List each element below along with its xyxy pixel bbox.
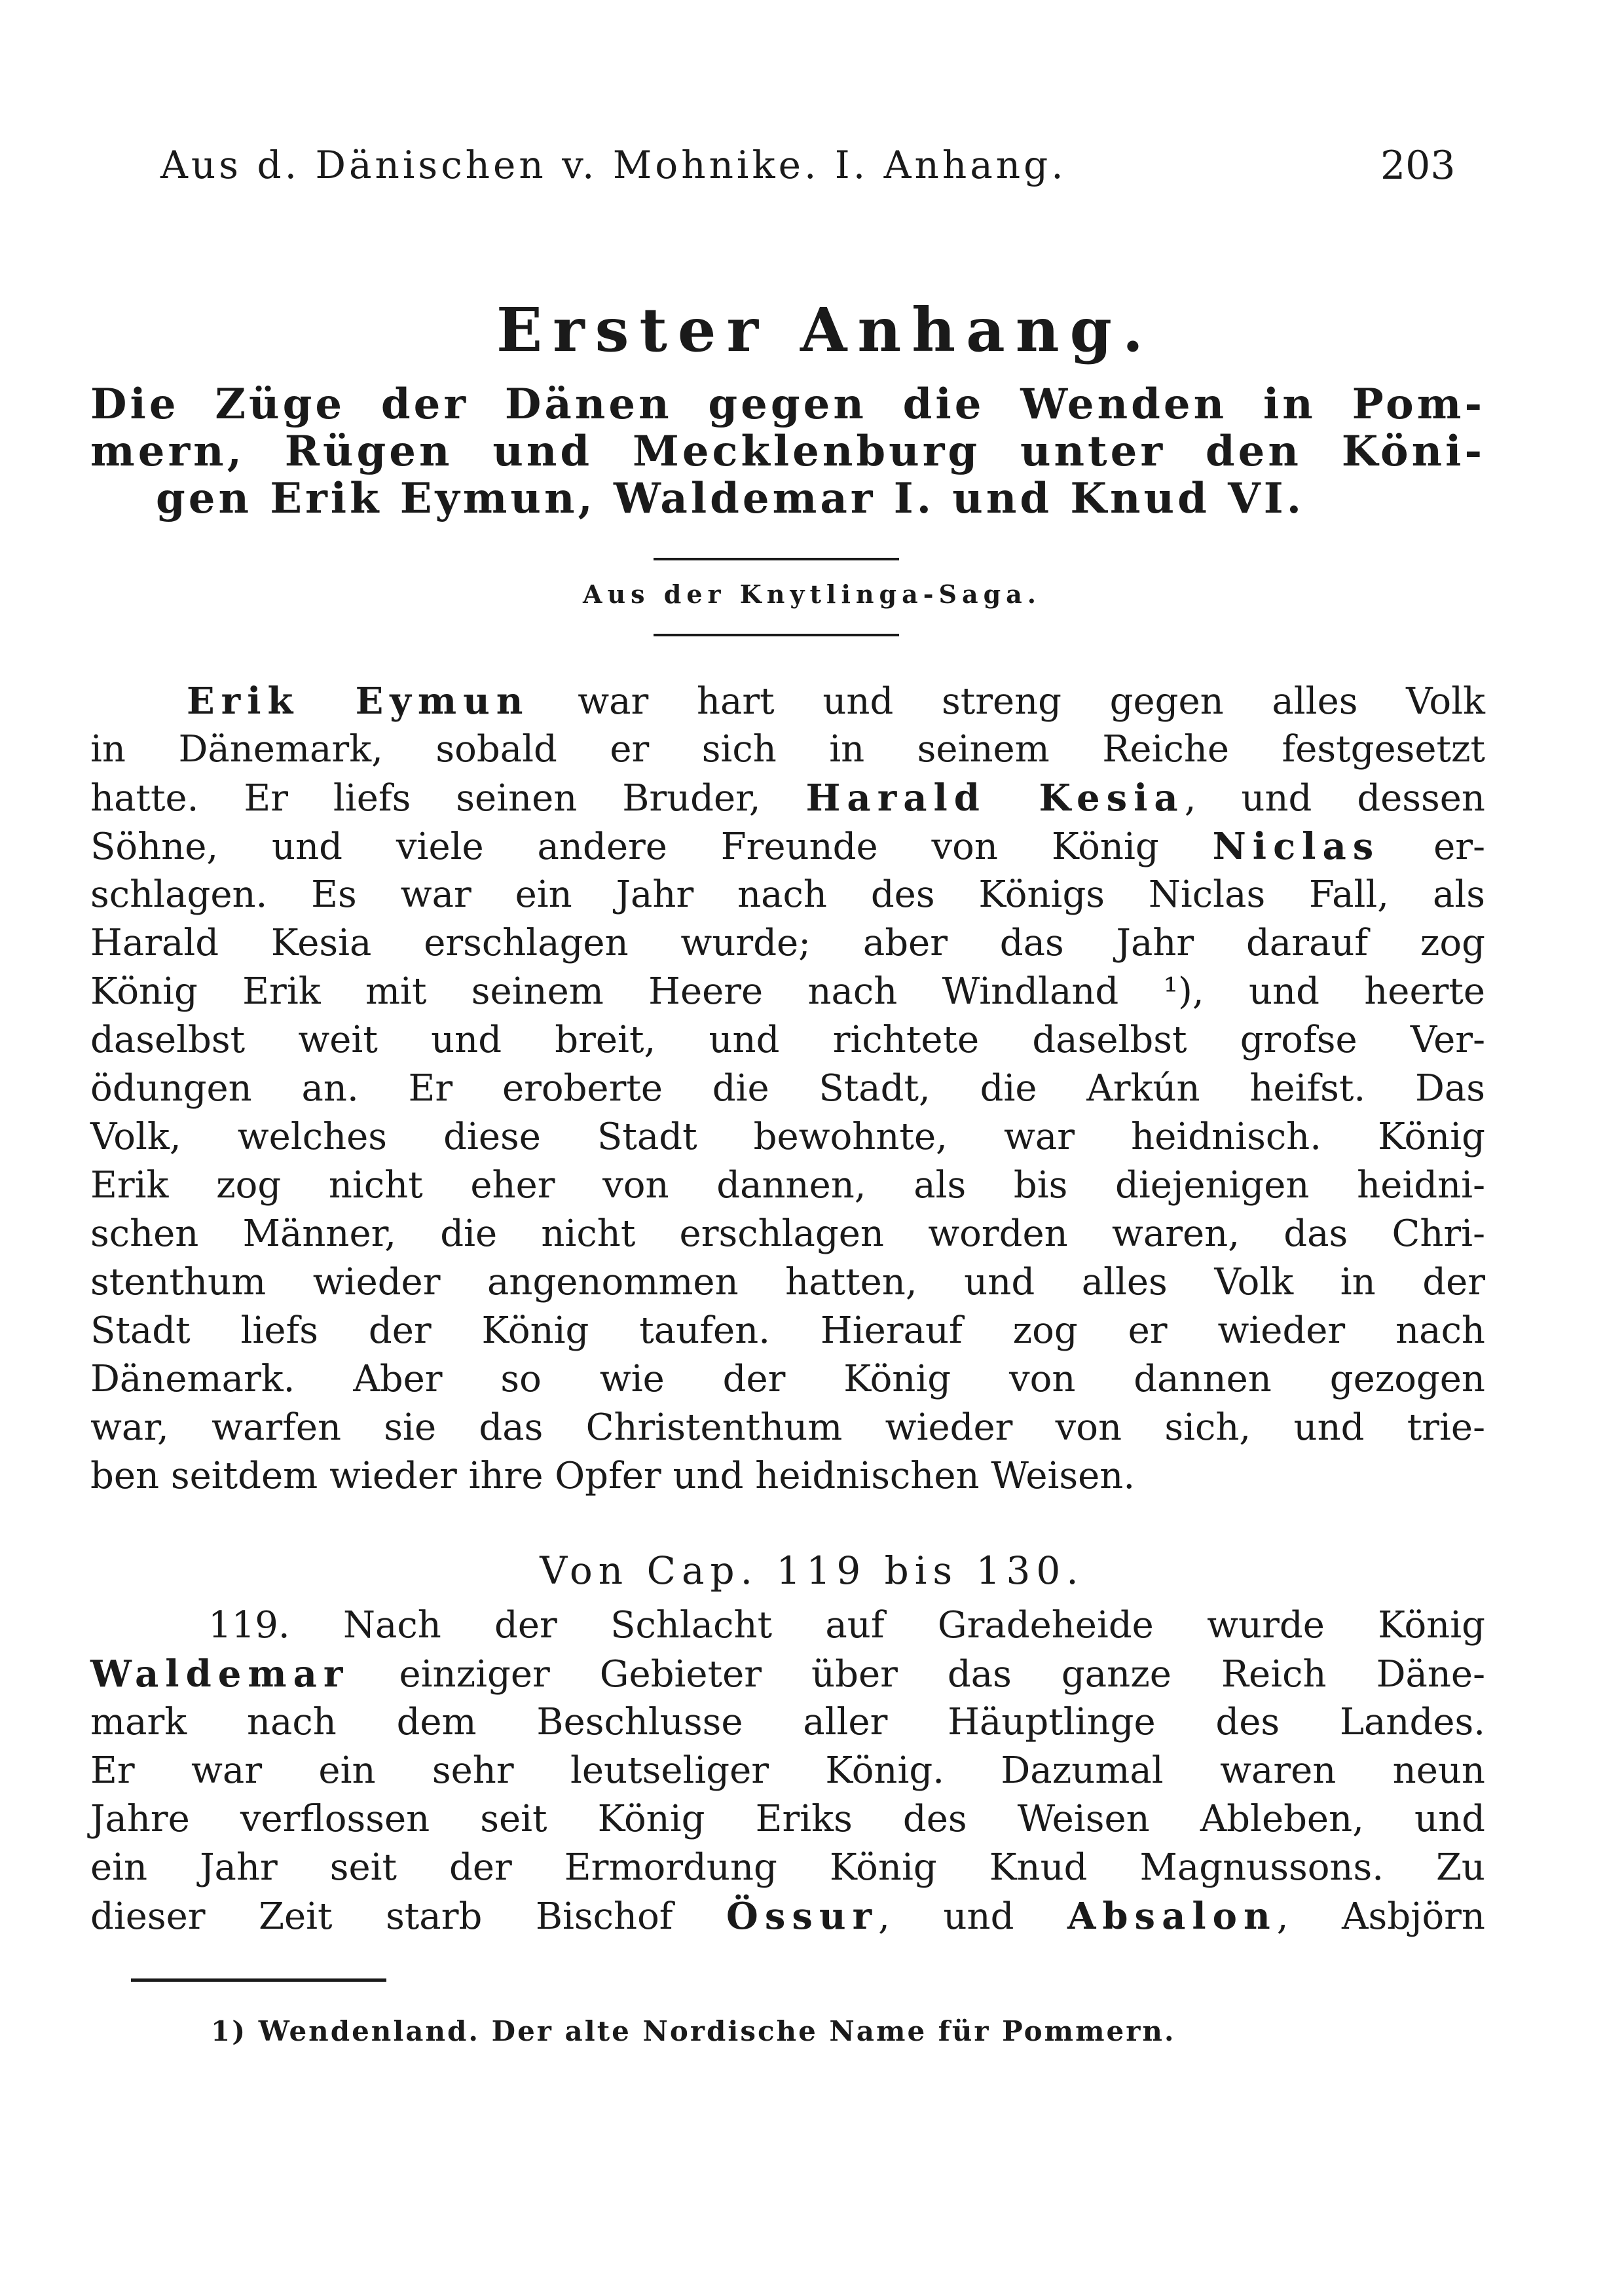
person-name: Niclas bbox=[1212, 825, 1380, 868]
text-line: Er war ein sehr leutseliger König. Dazumal waren neun bbox=[90, 1749, 1485, 1792]
person-name: Waldemar bbox=[90, 1652, 350, 1696]
divider-rule bbox=[654, 558, 899, 560]
text-line: Erik Eymun war hart und streng gegen alles Volk bbox=[187, 680, 1485, 723]
person-name: Erik Eymun bbox=[187, 680, 530, 723]
text-line: ein Jahr seit der Ermordung König Knud Magnussons. Zu bbox=[90, 1846, 1485, 1889]
text-line: Volk, welches diese Stadt bewohnte, war heidnisch. König bbox=[90, 1116, 1485, 1158]
person-name: Absalon bbox=[1067, 1895, 1277, 1938]
text-line: 119. Nach der Schlacht auf Gradeheide wurde König bbox=[208, 1604, 1485, 1647]
text-line: Erik zog nicht eher von dannen, als bis diejenigen heidni- bbox=[90, 1164, 1485, 1207]
text-line: Waldemar einziger Gebieter über das ganze Reich Däne- bbox=[90, 1652, 1485, 1696]
footnote-rule bbox=[131, 1978, 386, 1982]
subtitle-line: mern, Rügen und Mecklenburg unter den Köni- bbox=[90, 427, 1485, 476]
text-line: Stadt liefs der König taufen. Hierauf zog er wieder nach bbox=[90, 1309, 1485, 1352]
person-name: Össur bbox=[726, 1895, 879, 1938]
text-line: König Erik mit seinem Heere nach Windland ¹), und heerte bbox=[90, 970, 1485, 1013]
text-line: hatte. Er liefs seinen Bruder, Harald Kesia, und dessen bbox=[90, 776, 1485, 820]
text-line: ben seitdem wieder ihre Opfer und heidnischen Weisen. bbox=[90, 1455, 1135, 1497]
text-line: mark nach dem Beschlusse aller Häuptlinge des Landes. bbox=[90, 1701, 1485, 1743]
text-line: daselbst weit und breit, und richtete daselbst grofse Ver- bbox=[90, 1019, 1485, 1061]
text-line: in Dänemark, sobald er sich in seinem Reiche festgesetzt bbox=[90, 728, 1485, 771]
running-header: Aus d. Dänischen v. Mohnike. I. Anhang. bbox=[160, 143, 1067, 187]
text-line: schlagen. Es war ein Jahr nach des Königs Niclas Fall, als bbox=[90, 873, 1485, 916]
chapter-title: Erster Anhang. bbox=[496, 295, 1154, 365]
text-line: ödungen an. Er eroberte die Stadt, die Arkún heifst. Das bbox=[90, 1067, 1485, 1110]
divider-rule bbox=[654, 634, 899, 636]
text-line: Jahre verflossen seit König Eriks des Weisen Ableben, und bbox=[90, 1798, 1485, 1840]
page-number: 203 bbox=[1380, 143, 1456, 189]
subtitle-line: Die Züge der Dänen gegen die Wenden in Pom- bbox=[90, 380, 1485, 429]
text-line: war, warfen sie das Christenthum wieder von sich, und trie- bbox=[90, 1406, 1485, 1449]
section-heading: Von Cap. 119 bis 130. bbox=[540, 1548, 1084, 1593]
text-line: stenthum wieder angenommen hatten, und alles Volk in der bbox=[90, 1261, 1485, 1303]
text-line: Söhne, und viele andere Freunde von König Niclas er- bbox=[90, 825, 1485, 868]
source-heading: Aus der Knytlinga-Saga. bbox=[583, 579, 1041, 609]
person-name: Harald Kesia bbox=[805, 776, 1185, 820]
footnote: 1) Wendenland. Der alte Nordische Name für Pommern. bbox=[211, 2015, 1176, 2047]
text-line: schen Männer, die nicht erschlagen worden waren, das Chri- bbox=[90, 1212, 1485, 1255]
text-line: Harald Kesia erschlagen wurde; aber das Jahr darauf zog bbox=[90, 922, 1485, 964]
subtitle-line: gen Erik Eymun, Waldemar I. und Knud VI. bbox=[156, 474, 1304, 523]
text-line: Dänemark. Aber so wie der König von dannen gezogen bbox=[90, 1358, 1485, 1400]
text-line: dieser Zeit starb Bischof Össur, und Absalon, Asbjörn bbox=[90, 1895, 1485, 1938]
